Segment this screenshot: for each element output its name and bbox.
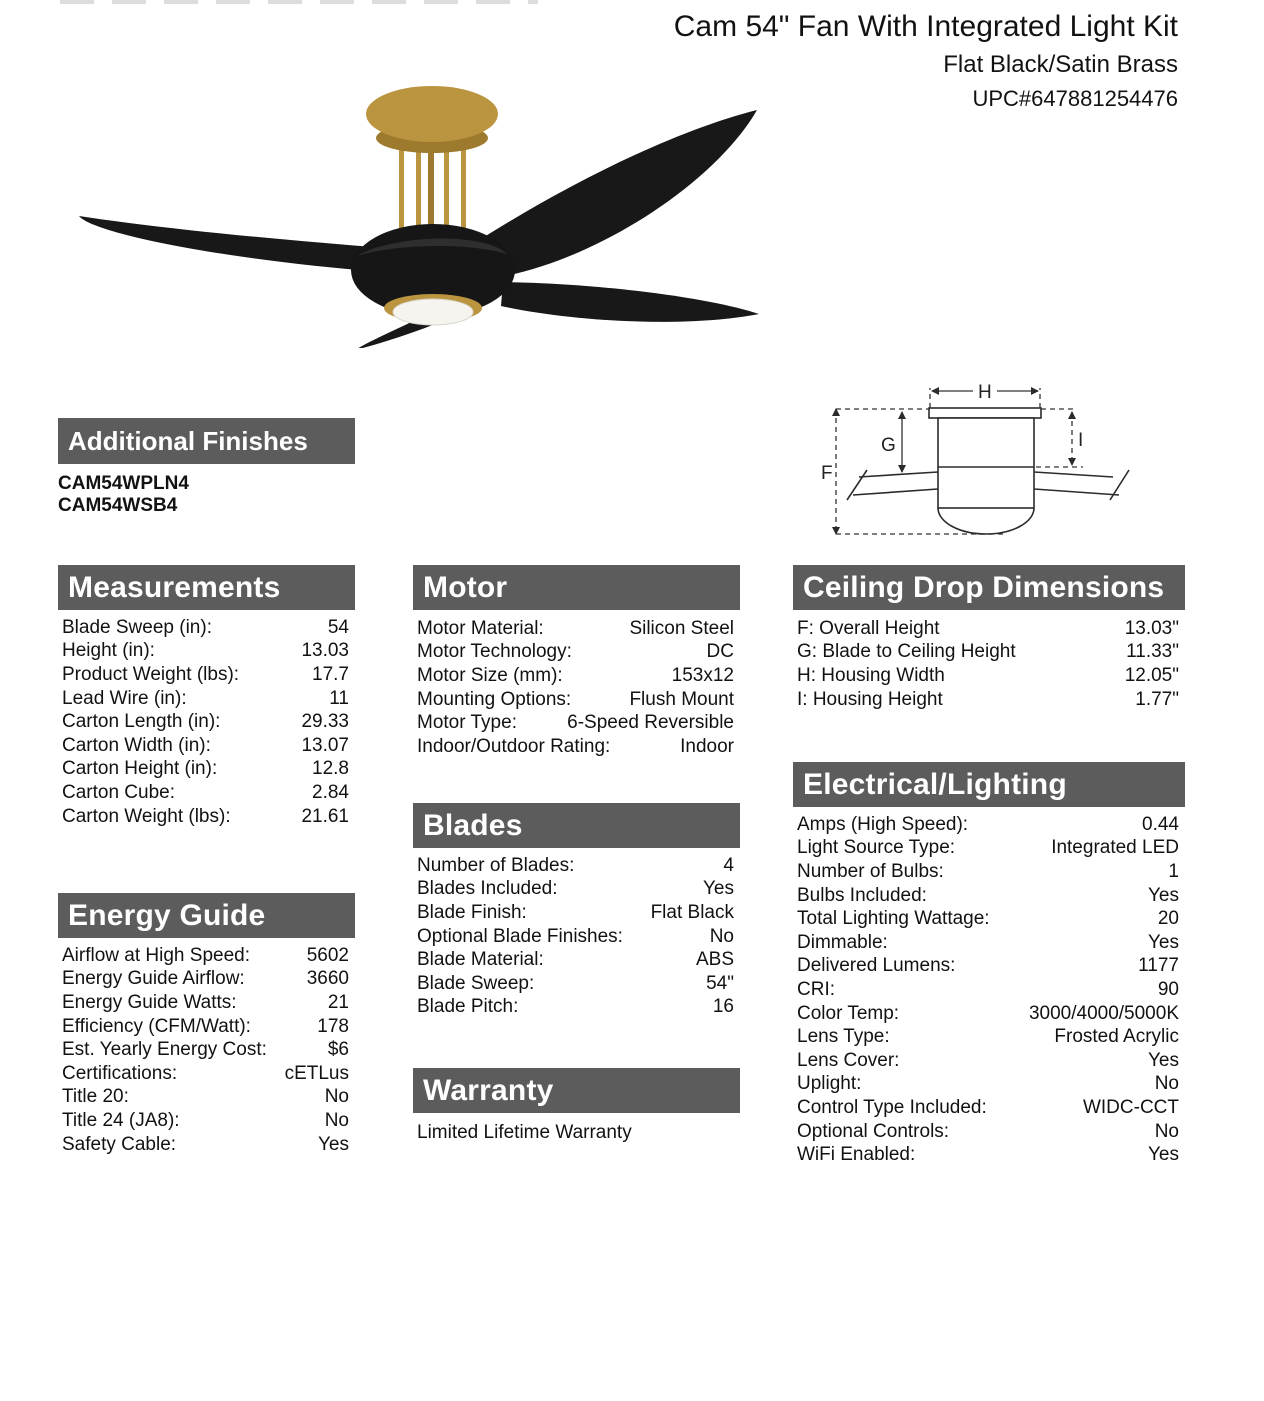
spec-row	[793, 1025, 1185, 1049]
spec-value: Indoor	[680, 735, 734, 757]
motor-section	[413, 565, 740, 759]
spec-label: Delivered Lumens:	[797, 955, 956, 977]
spec-value: 21.61	[301, 805, 349, 827]
spec-row	[413, 996, 740, 1020]
spec-row	[793, 813, 1185, 837]
spec-label: Total Lighting Wattage:	[797, 908, 990, 930]
spec-value: 13.07	[301, 734, 349, 756]
spec-value: 16	[712, 996, 734, 1018]
spec-value: 17.7	[312, 663, 349, 685]
spec-row	[58, 781, 355, 805]
spec-value: Yes	[1148, 1144, 1179, 1166]
energy-guide-section	[58, 893, 355, 1156]
spec-label: Lens Cover:	[797, 1049, 900, 1071]
spec-label: Est. Yearly Energy Cost:	[62, 1039, 267, 1061]
spec-value: $6	[327, 1039, 349, 1061]
diagram-label-f: F	[821, 463, 833, 484]
spec-label: Carton Width (in):	[62, 734, 211, 756]
spec-label: Mounting Options:	[417, 688, 572, 710]
finish-sku: CAM54WPLN4	[58, 473, 189, 494]
additional-finishes-section	[58, 418, 355, 516]
additional-finishes-header: Additional Finishes	[58, 418, 355, 464]
spec-value: 6-Speed Reversible	[567, 712, 734, 734]
spec-value: Integrated LED	[1051, 837, 1179, 859]
spec-value: cETLus	[284, 1062, 349, 1084]
warranty-header: Warranty	[413, 1068, 740, 1113]
spec-label: Motor Size (mm):	[417, 664, 563, 686]
spec-row	[793, 907, 1185, 931]
spec-value: DC	[706, 641, 734, 663]
spec-value: 12.8	[312, 758, 349, 780]
product-upc: UPC#647881254476	[972, 85, 1178, 111]
finish-sku: CAM54WSB4	[58, 494, 178, 516]
spec-row	[58, 944, 355, 968]
spec-row	[58, 710, 355, 734]
spec-row	[413, 688, 740, 712]
spec-label: Control Type Included:	[797, 1096, 987, 1118]
spec-row	[58, 968, 355, 992]
spec-row	[793, 884, 1185, 908]
spec-row	[413, 901, 740, 925]
spec-label: Product Weight (lbs):	[62, 663, 240, 685]
spec-label: Carton Height (in):	[62, 758, 218, 780]
spec-label: Carton Weight (lbs):	[62, 805, 231, 827]
measurements-section	[58, 565, 355, 828]
spec-value: 21	[327, 991, 349, 1013]
spec-row	[793, 1120, 1185, 1144]
spec-label: Motor Technology:	[417, 641, 572, 663]
spec-row	[58, 1109, 355, 1133]
spec-value: No	[1154, 1120, 1179, 1142]
spec-row	[793, 617, 1185, 641]
spec-label: G: Blade to Ceiling Height	[797, 641, 1016, 663]
warranty-text: Limited Lifetime Warranty	[417, 1122, 632, 1143]
spec-label: Light Source Type:	[797, 837, 956, 859]
spec-row	[58, 687, 355, 711]
spec-value: 1	[1168, 860, 1179, 882]
spec-value: 11.33"	[1126, 641, 1179, 663]
spec-label: Uplight:	[797, 1073, 862, 1095]
product-photo	[55, 58, 765, 348]
spec-value: 12.05"	[1124, 664, 1179, 686]
spec-row	[58, 758, 355, 782]
energy-guide-header: Energy Guide	[58, 893, 355, 938]
spec-label: Airflow at High Speed:	[62, 944, 250, 966]
electrical-header: Electrical/Lighting	[793, 762, 1185, 807]
spec-label: Motor Type:	[417, 712, 517, 734]
spec-row	[58, 1062, 355, 1086]
spec-value: Silicon Steel	[629, 617, 734, 639]
spec-row	[793, 860, 1185, 884]
spec-label: Blades Included:	[417, 878, 558, 900]
spec-value: WIDC-CCT	[1082, 1096, 1179, 1118]
diagram-label-g: G	[881, 435, 896, 456]
warranty-section	[413, 1068, 740, 1144]
spec-row	[413, 925, 740, 949]
spec-label: Efficiency (CFM/Watt):	[62, 1015, 251, 1037]
diagram-label-h: H	[978, 382, 992, 403]
spec-label: Lead Wire (in):	[62, 687, 187, 709]
spec-value: 1.77"	[1135, 688, 1179, 710]
spec-row	[58, 1133, 355, 1157]
spec-value: 20	[1157, 908, 1179, 930]
spec-row	[793, 1143, 1185, 1167]
spec-value: Yes	[318, 1133, 349, 1155]
spec-value: No	[1154, 1073, 1179, 1095]
blades-section	[413, 803, 740, 1019]
spec-label: Number of Bulbs:	[797, 860, 944, 882]
spec-value: Flush Mount	[629, 688, 734, 710]
spec-value: ABS	[695, 949, 734, 971]
spec-label: F: Overall Height	[797, 617, 940, 639]
spec-label: Motor Material:	[417, 617, 544, 639]
spec-value: 54"	[706, 972, 734, 994]
spec-row	[793, 1002, 1185, 1026]
spec-label: Color Temp:	[797, 1002, 900, 1024]
cropped-text-remnant	[60, 0, 538, 4]
spec-label: WiFi Enabled:	[797, 1144, 916, 1166]
spec-value: 1177	[1138, 955, 1179, 977]
spec-value: 0.44	[1142, 813, 1179, 835]
spec-row	[413, 664, 740, 688]
spec-value: 153x12	[671, 664, 734, 686]
spec-row	[793, 978, 1185, 1002]
spec-value: 4	[723, 854, 734, 876]
spec-row	[793, 931, 1185, 955]
ceiling-drop-header: Ceiling Drop Dimensions	[793, 565, 1185, 610]
spec-row	[58, 1015, 355, 1039]
spec-label: Blade Sweep:	[417, 972, 535, 994]
measurements-rows	[58, 616, 355, 828]
spec-label: Blade Material:	[417, 949, 544, 971]
spec-value: Yes	[1148, 931, 1179, 953]
spec-label: Carton Length (in):	[62, 711, 221, 733]
fan-light-kit	[384, 294, 482, 325]
diagram-label-i: I	[1078, 430, 1084, 451]
spec-label: Number of Blades:	[417, 854, 575, 876]
spec-label: Dimmable:	[797, 931, 888, 953]
spec-value: 29.33	[301, 711, 349, 733]
spec-row	[58, 805, 355, 829]
spec-row	[793, 664, 1185, 688]
spec-row	[413, 948, 740, 972]
spec-label: Blade Finish:	[417, 901, 527, 923]
electrical-section	[793, 762, 1185, 1167]
spec-row	[58, 616, 355, 640]
spec-value: 5602	[306, 944, 349, 966]
spec-label: Height (in):	[62, 640, 155, 662]
blades-rows	[413, 854, 740, 1019]
spec-value: Flat Black	[650, 901, 734, 923]
spec-row	[58, 734, 355, 758]
spec-label: Blade Pitch:	[417, 996, 519, 1018]
fan-canopy	[366, 86, 498, 153]
spec-label: Title 20:	[62, 1086, 129, 1108]
spec-value: 3000/4000/5000K	[1028, 1002, 1179, 1024]
spec-row	[58, 663, 355, 687]
spec-label: CRI:	[797, 978, 835, 1000]
spec-value: 90	[1157, 978, 1179, 1000]
product-finish: Flat Black/Satin Brass	[943, 50, 1178, 78]
energy-guide-rows	[58, 944, 355, 1156]
spec-label: Indoor/Outdoor Rating:	[417, 735, 611, 757]
spec-value: 2.84	[312, 781, 349, 803]
spec-value: 54	[327, 616, 349, 638]
spec-row	[793, 1049, 1185, 1073]
spec-label: Lens Type:	[797, 1026, 890, 1048]
spec-row	[793, 955, 1185, 979]
spec-value: No	[324, 1109, 349, 1131]
spec-row	[793, 1096, 1185, 1120]
spec-label: Title 24 (JA8):	[62, 1109, 180, 1131]
spec-value: 3660	[306, 968, 349, 990]
spec-row	[793, 837, 1185, 861]
ceiling-drop-rows	[793, 617, 1185, 711]
spec-value: Frosted Acrylic	[1054, 1026, 1179, 1048]
spec-label: Safety Cable:	[62, 1133, 177, 1155]
ceiling-drop-section	[793, 565, 1185, 711]
dimension-diagram	[815, 368, 1235, 558]
spec-row	[793, 641, 1185, 665]
spec-value: Yes	[1148, 1049, 1179, 1071]
spec-label: Optional Blade Finishes:	[417, 925, 623, 947]
spec-label: Carton Cube:	[62, 781, 176, 803]
blades-header: Blades	[413, 803, 740, 848]
spec-label: H: Housing Width	[797, 664, 945, 686]
spec-value: 13.03"	[1124, 617, 1179, 639]
spec-value: No	[709, 925, 734, 947]
spec-label: Energy Guide Airflow:	[62, 968, 245, 990]
spec-row	[58, 991, 355, 1015]
spec-value: 178	[317, 1015, 349, 1037]
spec-label: Energy Guide Watts:	[62, 991, 237, 1013]
spec-label: Amps (High Speed):	[797, 813, 969, 835]
spec-value: No	[324, 1086, 349, 1108]
spec-row	[793, 688, 1185, 712]
fixture-outline	[847, 408, 1129, 534]
spec-label: Bulbs Included:	[797, 884, 927, 906]
spec-value: 13.03	[301, 640, 349, 662]
motor-rows	[413, 617, 740, 759]
spec-row	[58, 640, 355, 664]
electrical-rows	[793, 813, 1185, 1167]
motor-header: Motor	[413, 565, 740, 610]
spec-value: Yes	[703, 878, 734, 900]
spec-label: Optional Controls:	[797, 1120, 950, 1142]
spec-row	[413, 711, 740, 735]
spec-row	[58, 1086, 355, 1110]
spec-row	[413, 854, 740, 878]
spec-row	[413, 735, 740, 759]
spec-row	[413, 972, 740, 996]
page-title: Cam 54" Fan With Integrated Light Kit	[673, 10, 1178, 43]
spec-label: I: Housing Height	[797, 688, 943, 710]
spec-label: Blade Sweep (in):	[62, 616, 212, 638]
spec-label: Certifications:	[62, 1062, 178, 1084]
spec-row	[793, 1073, 1185, 1097]
spec-value: 11	[329, 687, 349, 709]
spec-row	[58, 1038, 355, 1062]
additional-finishes-list	[58, 473, 355, 516]
measurements-header: Measurements	[58, 565, 355, 610]
spec-row	[413, 641, 740, 665]
spec-row	[413, 878, 740, 902]
spec-value: Yes	[1148, 884, 1179, 906]
spec-row	[413, 617, 740, 641]
